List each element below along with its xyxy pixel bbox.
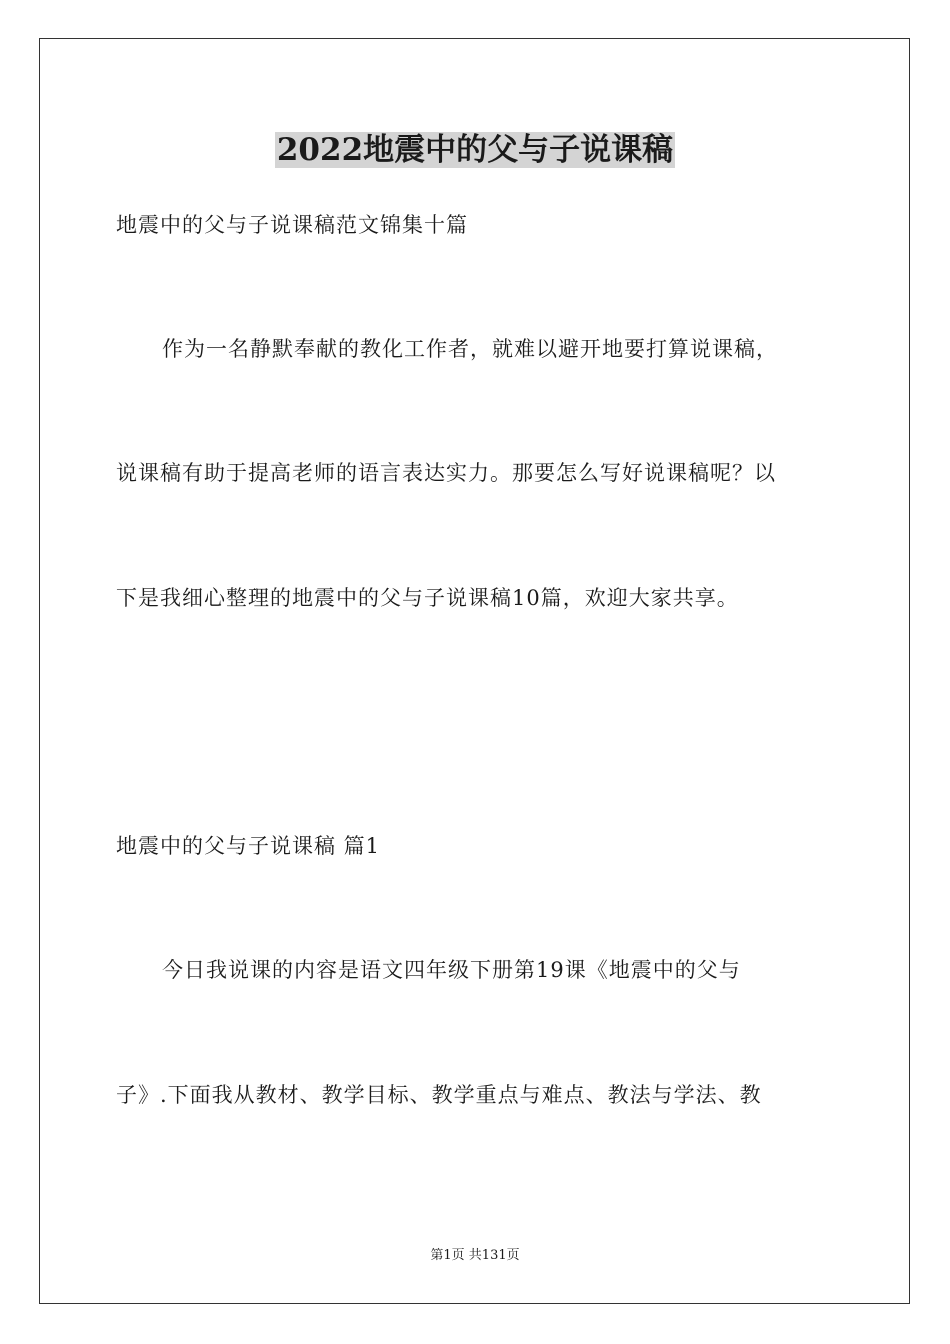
paragraph-line: 作为一名静默奉献的教化工作者，就难以避开地要打算说课稿， [162, 337, 778, 361]
paragraph-line: 子》.下面我从教材、教学目标、教学重点与难点、教法与学法、教 [116, 1083, 762, 1107]
page-number-footer: 第1页 共131页 [430, 1248, 520, 1263]
document-subtitle: 地震中的父与子说课稿范文锦集十篇 [116, 213, 468, 237]
document-title [0, 128, 950, 172]
paragraph-line: 说课稿有助于提高老师的语言表达实力。那要怎么写好说课稿呢？以 [116, 461, 776, 485]
paragraph-line: 今日我说课的内容是语文四年级下册第19课《地震中的父与 [162, 958, 741, 982]
title-text: 2022地震中的父与子说课稿 [276, 132, 674, 168]
section-heading: 地震中的父与子说课稿 篇1 [116, 834, 381, 858]
paragraph-line: 下是我细心整理的地震中的父与子说课稿10篇，欢迎大家共享。 [116, 586, 739, 610]
